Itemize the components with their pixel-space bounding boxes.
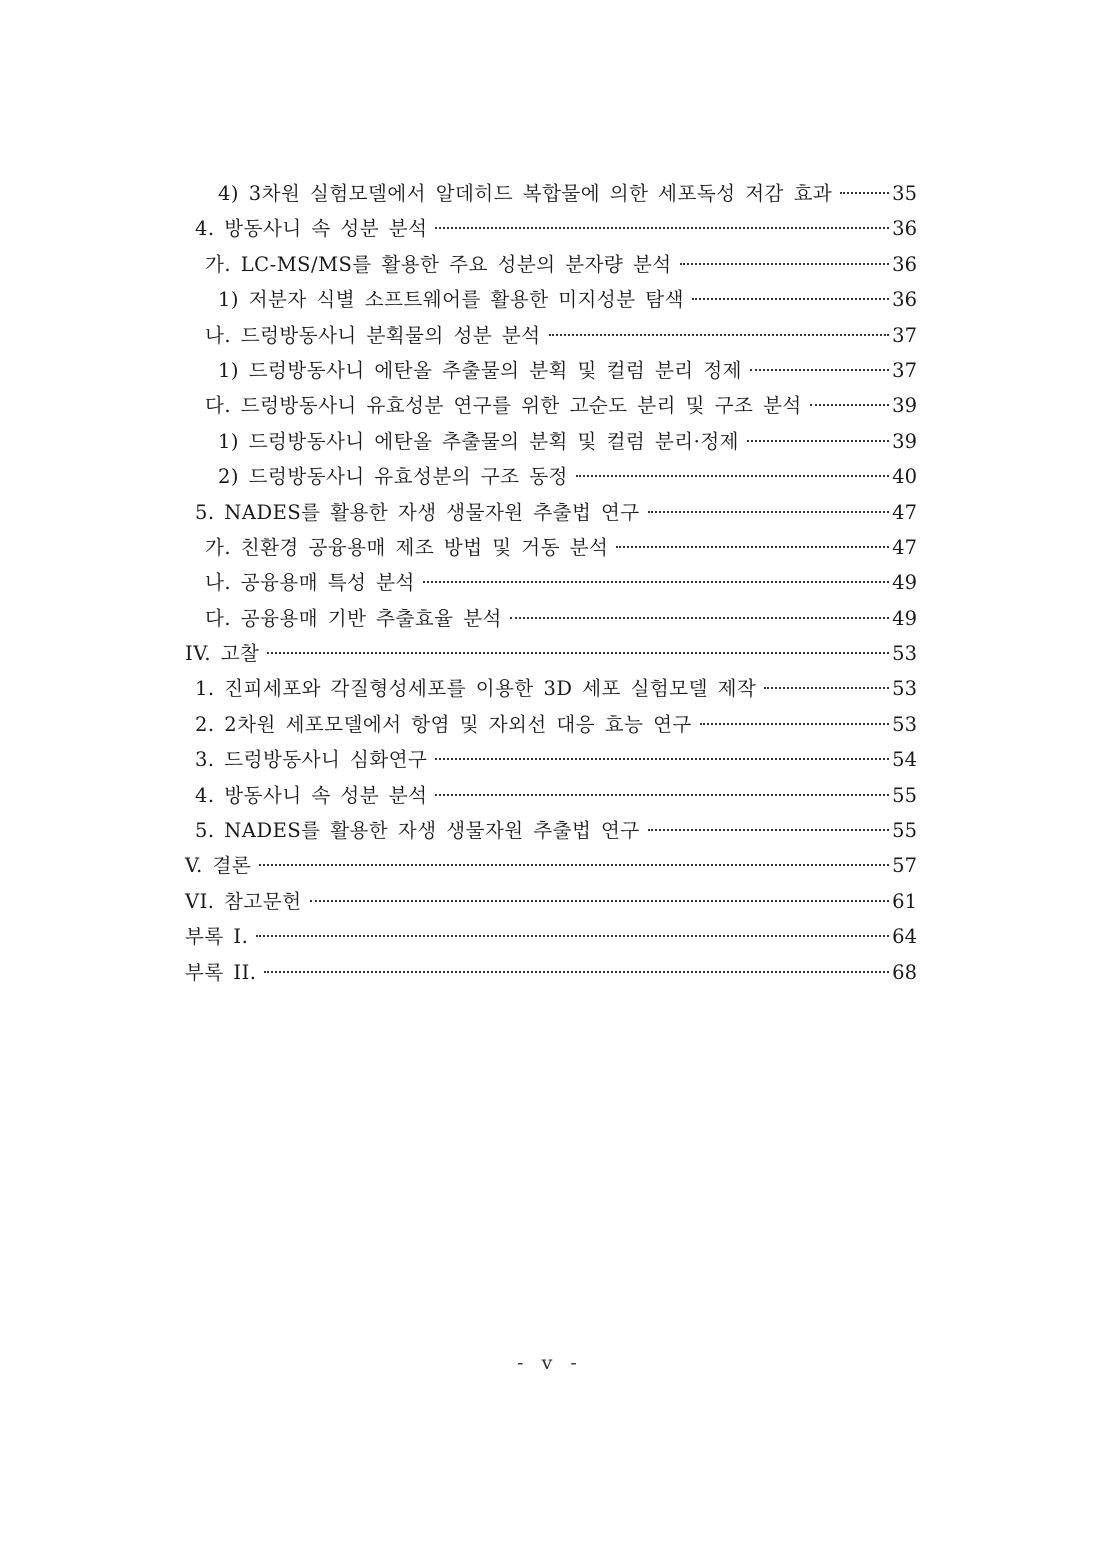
dot-leader xyxy=(510,616,889,619)
toc-entry-page: 55 xyxy=(892,783,917,807)
toc-entry-title: 1) 드렁방동사니 에탄올 추출물의 분획 및 컬럼 분리 정제 xyxy=(218,358,743,382)
dot-leader xyxy=(264,970,889,973)
table-of-contents xyxy=(185,176,917,990)
toc-entry-page: 36 xyxy=(892,217,917,241)
toc-entry-page: 53 xyxy=(892,677,917,701)
toc-entry[interactable] xyxy=(185,565,917,600)
toc-entry[interactable] xyxy=(185,778,917,813)
toc-entry-title: VI. 참고문헌 xyxy=(185,889,302,913)
toc-entry[interactable] xyxy=(185,671,917,706)
dot-leader xyxy=(747,439,889,442)
toc-entry-title: 가. LC-MS/MS를 활용한 주요 성분의 분자량 분석 xyxy=(205,252,672,276)
page-number: - v - xyxy=(517,1352,583,1374)
toc-entry-page: 53 xyxy=(892,712,917,736)
toc-entry[interactable] xyxy=(185,495,917,530)
toc-entry[interactable] xyxy=(185,813,917,848)
toc-entry-page: 61 xyxy=(892,889,917,913)
toc-entry[interactable] xyxy=(185,707,917,742)
dot-leader xyxy=(764,686,889,689)
dot-leader xyxy=(648,828,889,831)
toc-entry-title: 1. 진피세포와 각질형성세포를 이용한 3D 세포 실험모델 제작 xyxy=(195,677,757,701)
toc-entry-title: 1) 드렁방동사니 에탄올 추출물의 분획 및 컬럼 분리·정제 xyxy=(218,429,740,453)
toc-entry-title: 부록 I. xyxy=(185,925,249,949)
toc-entry[interactable] xyxy=(185,955,917,990)
toc-entry-title: 5. NADES를 활용한 자생 생물자원 추출법 연구 xyxy=(195,500,640,524)
dot-leader xyxy=(435,757,889,760)
dot-leader xyxy=(576,474,889,477)
dot-leader xyxy=(700,722,889,725)
dot-leader xyxy=(810,403,889,406)
toc-entry-title: V. 결론 xyxy=(185,854,252,878)
toc-entry-title: 다. 공융용매 기반 추출효율 분석 xyxy=(205,606,502,630)
toc-entry-title: 가. 친환경 공융용매 제조 방법 및 거동 분석 xyxy=(205,535,609,559)
toc-entry[interactable] xyxy=(185,176,917,211)
toc-entry[interactable] xyxy=(185,353,917,388)
toc-entry-page: 40 xyxy=(892,465,917,489)
toc-entry-title: 4) 3차원 실험모델에서 알데히드 복합물에 의한 세포독성 저감 효과 xyxy=(218,182,833,205)
toc-entry-title: 다. 드렁방동사니 유효성분 연구를 위한 고순도 분리 및 구조 분석 xyxy=(205,394,802,418)
toc-entry-page: 68 xyxy=(892,960,917,984)
toc-entry-page: 49 xyxy=(892,571,917,595)
toc-entry-page: 37 xyxy=(892,358,917,382)
dot-leader xyxy=(435,226,889,229)
dot-leader xyxy=(256,934,889,937)
toc-entry[interactable] xyxy=(185,919,917,954)
toc-entry-title: 부록 II. xyxy=(185,960,257,984)
toc-entry[interactable] xyxy=(185,530,917,565)
toc-entry-page: 39 xyxy=(892,394,917,418)
dot-leader xyxy=(549,333,890,336)
toc-entry-page: 49 xyxy=(892,606,917,630)
toc-entry[interactable] xyxy=(185,388,917,423)
toc-entry-page: 36 xyxy=(892,252,917,276)
toc-entry-title: 나. 드렁방동사니 분획물의 성분 분석 xyxy=(205,323,541,347)
toc-entry-page: 47 xyxy=(892,535,917,559)
toc-entry-page: 53 xyxy=(892,642,917,666)
toc-entry-title: 나. 공융용매 특성 분석 xyxy=(205,571,415,595)
toc-entry-page: 57 xyxy=(892,854,917,878)
toc-entry[interactable] xyxy=(185,211,917,246)
toc-entry[interactable] xyxy=(185,318,917,353)
dot-leader xyxy=(259,863,889,866)
toc-entry[interactable] xyxy=(185,848,917,883)
toc-entry[interactable] xyxy=(185,247,917,282)
toc-entry-page: 39 xyxy=(892,429,917,453)
toc-entry-title: 2) 드렁방동사니 유효성분의 구조 동정 xyxy=(218,465,568,489)
dot-leader xyxy=(423,580,889,583)
dot-leader xyxy=(840,191,889,194)
toc-entry-title: 4. 방동사니 속 성분 분석 xyxy=(195,783,428,807)
toc-entry[interactable] xyxy=(185,742,917,777)
toc-entry-title: 4. 방동사니 속 성분 분석 xyxy=(195,217,428,241)
dot-leader xyxy=(267,651,889,654)
dot-leader xyxy=(692,297,889,300)
dot-leader xyxy=(680,262,890,265)
toc-entry-title: 3. 드렁방동사니 심화연구 xyxy=(195,748,428,772)
toc-entry-page: 37 xyxy=(892,323,917,347)
toc-entry-title: 2. 2차원 세포모델에서 항염 및 자외선 대응 효능 연구 xyxy=(195,712,692,736)
toc-entry-title: 1) 저분자 식별 소프트웨어를 활용한 미지성분 탐색 xyxy=(218,288,684,312)
toc-entry[interactable] xyxy=(185,424,917,459)
toc-entry-page: 36 xyxy=(892,288,917,312)
toc-entry[interactable] xyxy=(185,636,917,671)
toc-entry-page: 64 xyxy=(892,925,917,949)
dot-leader xyxy=(310,899,890,902)
toc-entry[interactable] xyxy=(185,601,917,636)
toc-entry-page: 54 xyxy=(892,748,917,772)
toc-entry[interactable] xyxy=(185,459,917,494)
dot-leader xyxy=(750,368,889,371)
toc-entry[interactable] xyxy=(185,282,917,317)
toc-entry-title: 5. NADES를 활용한 자생 생물자원 추출법 연구 xyxy=(195,819,640,843)
toc-entry[interactable] xyxy=(185,884,917,919)
dot-leader xyxy=(435,793,889,796)
toc-entry-page: 47 xyxy=(892,500,917,524)
toc-entry-page: 35 xyxy=(892,182,917,205)
toc-entry-title: IV. 고찰 xyxy=(185,642,260,666)
dot-leader xyxy=(648,510,889,513)
toc-entry-page: 55 xyxy=(892,819,917,843)
dot-leader xyxy=(616,545,889,548)
